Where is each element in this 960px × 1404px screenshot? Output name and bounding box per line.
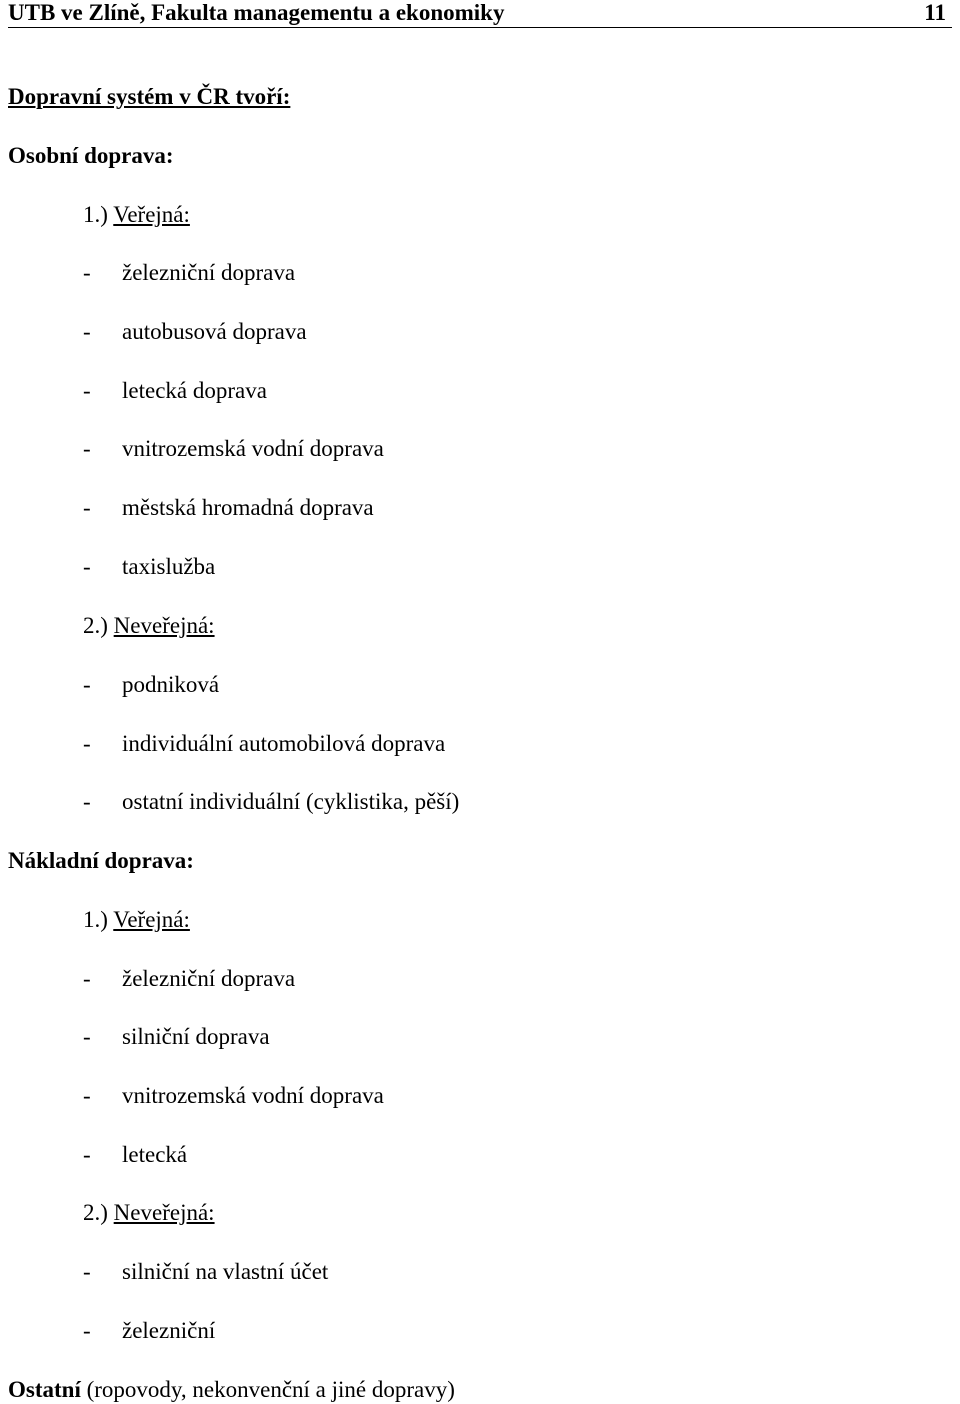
bullet-dash: - bbox=[83, 731, 91, 756]
list-item-text: individuální automobilová doprava bbox=[122, 731, 446, 756]
list-item-text: letecká bbox=[122, 1142, 188, 1167]
personal-public-title: Veřejná: bbox=[113, 202, 190, 227]
bullet-dash: - bbox=[83, 436, 91, 461]
bullet-dash: - bbox=[83, 1318, 91, 1343]
list-item-text: vnitrozemská vodní doprava bbox=[122, 436, 384, 461]
list-item-text: letecká doprava bbox=[122, 378, 267, 403]
list-item bbox=[83, 1141, 187, 1169]
header-title: UTB ve Zlíně, Fakulta managementu a ekonomiky bbox=[8, 0, 505, 25]
freight-public-title: Veřejná: bbox=[113, 907, 190, 932]
freight-public-label bbox=[83, 906, 190, 934]
list-item-text: železniční bbox=[122, 1318, 216, 1343]
list-item bbox=[83, 1023, 270, 1051]
page-header bbox=[8, 0, 952, 28]
personal-nonpublic-label bbox=[83, 612, 215, 640]
list-item bbox=[83, 494, 374, 522]
list-item bbox=[83, 435, 384, 463]
freight-public-number: 1.) bbox=[83, 907, 108, 932]
freight-heading: Nákladní doprava: bbox=[8, 848, 194, 873]
list-item-text: silniční na vlastní účet bbox=[122, 1259, 329, 1284]
freight-nonpublic-title: Neveřejná: bbox=[113, 1200, 215, 1225]
list-item-text: silniční doprava bbox=[122, 1024, 270, 1049]
bullet-dash: - bbox=[83, 554, 91, 579]
other-label: Ostatní bbox=[8, 1377, 81, 1402]
list-item bbox=[83, 377, 267, 405]
personal-public-number: 1.) bbox=[83, 202, 108, 227]
personal-heading: Osobní doprava: bbox=[8, 143, 174, 168]
freight-nonpublic-label bbox=[83, 1199, 215, 1227]
bullet-dash: - bbox=[83, 672, 91, 697]
bullet-dash: - bbox=[83, 966, 91, 991]
bullet-dash: - bbox=[83, 260, 91, 285]
list-item bbox=[83, 259, 295, 287]
section-title: Dopravní systém v ČR tvoří: bbox=[8, 84, 291, 109]
list-item bbox=[83, 788, 459, 816]
list-item-text: autobusová doprava bbox=[122, 319, 307, 344]
bullet-dash: - bbox=[83, 1142, 91, 1167]
list-item-text: ostatní individuální (cyklistika, pěší) bbox=[122, 789, 460, 814]
list-item-text: podniková bbox=[122, 672, 220, 697]
list-item-text: městská hromadná doprava bbox=[122, 495, 374, 520]
bullet-dash: - bbox=[83, 378, 91, 403]
other-line bbox=[8, 1376, 455, 1404]
list-item bbox=[83, 671, 219, 699]
page-number: 11 bbox=[924, 0, 946, 25]
list-item-text: taxislužba bbox=[122, 554, 216, 579]
other-text: (ropovody, nekonvenční a jiné dopravy) bbox=[86, 1377, 455, 1402]
personal-nonpublic-title: Neveřejná: bbox=[113, 613, 215, 638]
list-item bbox=[83, 553, 215, 581]
list-item bbox=[83, 730, 445, 758]
bullet-dash: - bbox=[83, 1024, 91, 1049]
list-item bbox=[83, 965, 295, 993]
list-item-text: vnitrozemská vodní doprava bbox=[122, 1083, 384, 1108]
list-item-text: železniční doprava bbox=[122, 966, 296, 991]
list-item bbox=[83, 318, 307, 346]
personal-nonpublic-number: 2.) bbox=[83, 613, 108, 638]
personal-public-label bbox=[83, 201, 190, 229]
bullet-dash: - bbox=[83, 789, 91, 814]
bullet-dash: - bbox=[83, 319, 91, 344]
list-item-text: železniční doprava bbox=[122, 260, 296, 285]
bullet-dash: - bbox=[83, 1259, 91, 1284]
list-item bbox=[83, 1317, 215, 1345]
bullet-dash: - bbox=[83, 495, 91, 520]
list-item bbox=[83, 1082, 384, 1110]
freight-nonpublic-number: 2.) bbox=[83, 1200, 108, 1225]
bullet-dash: - bbox=[83, 1083, 91, 1108]
list-item bbox=[83, 1258, 328, 1286]
